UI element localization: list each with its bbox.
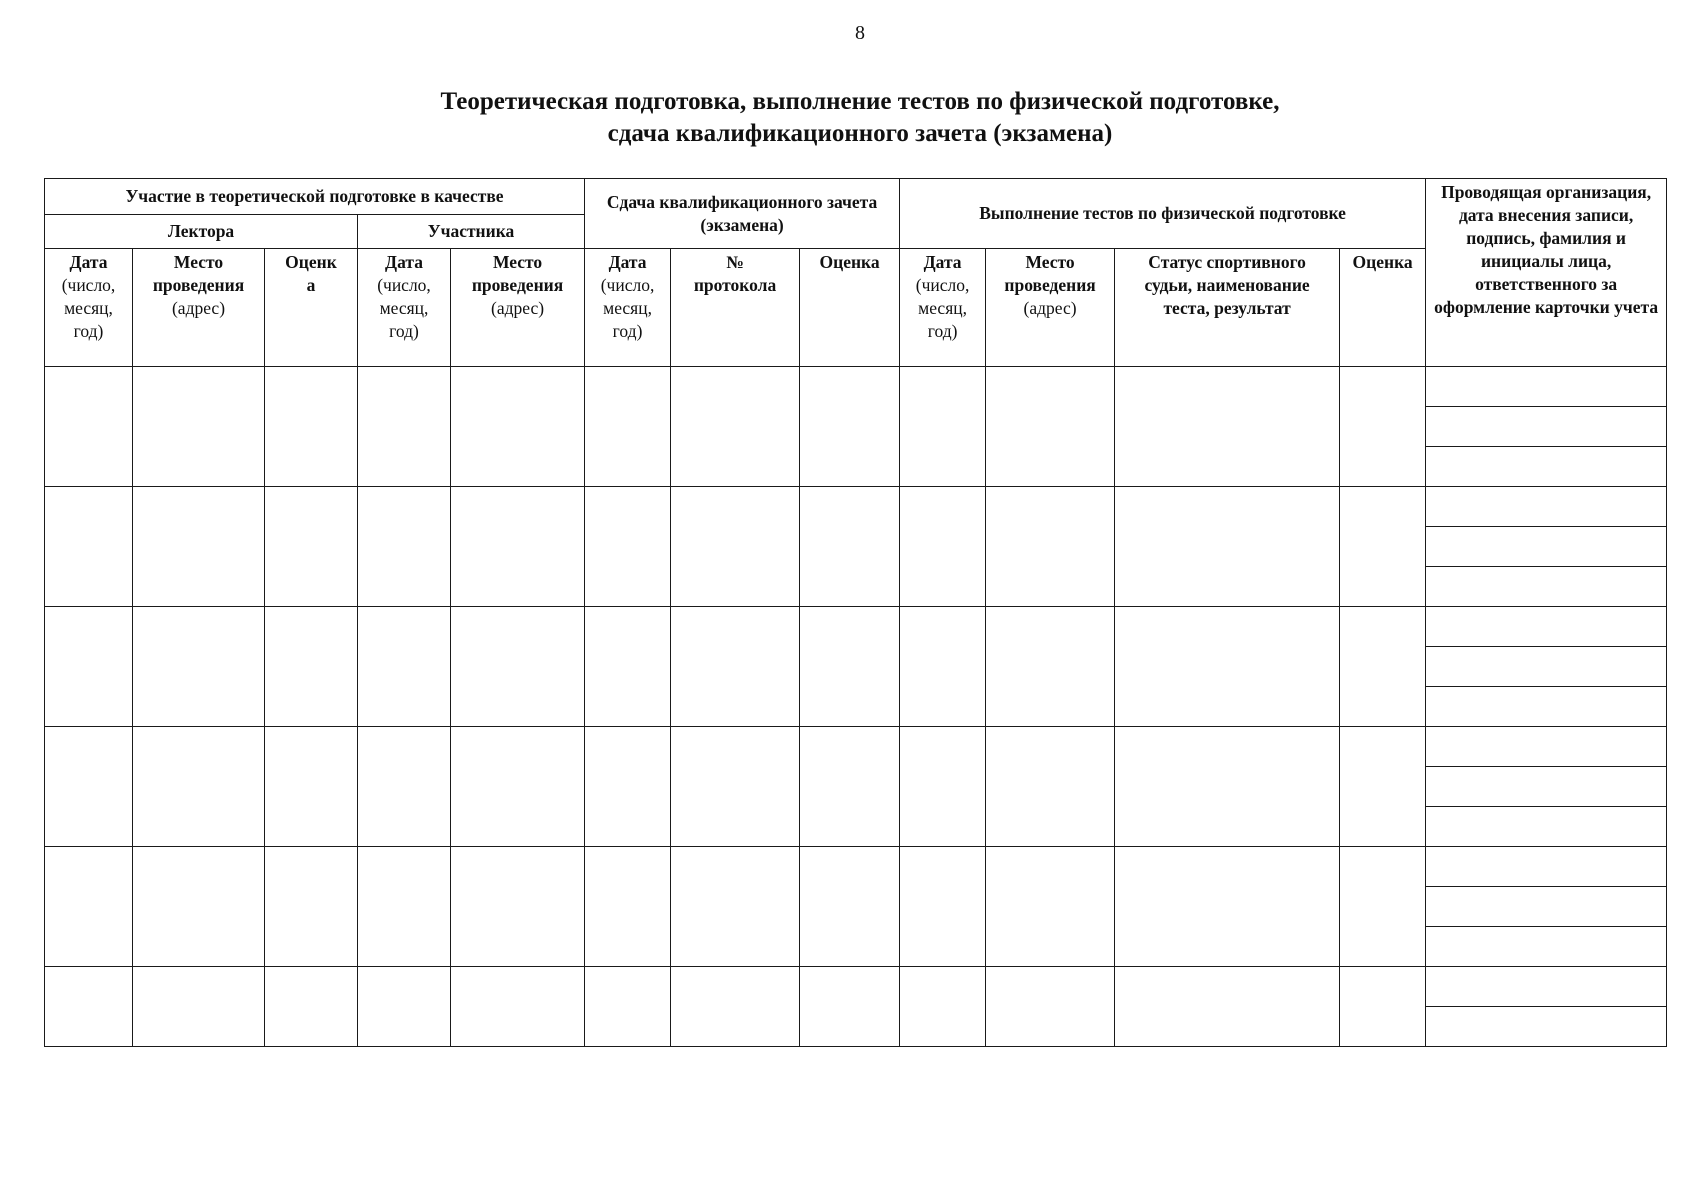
table-cell[interactable] xyxy=(900,847,986,967)
table-cell[interactable] xyxy=(358,367,451,487)
signature-cell xyxy=(1426,967,1667,1047)
table-cell[interactable] xyxy=(451,487,585,607)
signature-cell xyxy=(1426,487,1667,607)
table-cell[interactable] xyxy=(585,607,671,727)
signature-subcell[interactable] xyxy=(1426,646,1666,686)
signature-cell xyxy=(1426,727,1667,847)
table-cell[interactable] xyxy=(265,847,358,967)
table-cell[interactable] xyxy=(358,847,451,967)
signature-subcell[interactable] xyxy=(1426,406,1666,446)
table-cell[interactable] xyxy=(986,727,1115,847)
title-line-1: Теоретическая подготовка, выполнение тестов по физической подготовке, xyxy=(440,88,1280,115)
lecturer-date-header: Дата (число, месяц, год) xyxy=(45,249,133,367)
table-row xyxy=(45,967,1667,1047)
exam-grade-header: Оценка xyxy=(800,249,900,367)
signature-cell xyxy=(1426,847,1667,967)
table-cell[interactable] xyxy=(1340,607,1426,727)
table-cell[interactable] xyxy=(900,607,986,727)
table-cell[interactable] xyxy=(986,367,1115,487)
table-cell[interactable] xyxy=(451,847,585,967)
signature-subcell[interactable] xyxy=(1426,566,1666,606)
table-row xyxy=(45,487,1667,607)
subgroup-participant-header: Участника xyxy=(358,215,585,249)
table-cell[interactable] xyxy=(45,967,133,1047)
table-cell[interactable] xyxy=(986,607,1115,727)
table-cell[interactable] xyxy=(986,487,1115,607)
table-cell[interactable] xyxy=(671,727,800,847)
table-cell[interactable] xyxy=(1115,967,1340,1047)
table-cell[interactable] xyxy=(133,967,265,1047)
signature-subcell[interactable] xyxy=(1426,446,1666,486)
table-cell[interactable] xyxy=(451,607,585,727)
table-cell[interactable] xyxy=(800,727,900,847)
table-cell[interactable] xyxy=(358,727,451,847)
table-cell[interactable] xyxy=(671,487,800,607)
table-cell[interactable] xyxy=(671,367,800,487)
table-cell[interactable] xyxy=(585,967,671,1047)
table-cell[interactable] xyxy=(265,487,358,607)
training-record-table xyxy=(44,178,1667,1047)
physical-status-header: Статус спортивного судьи, наименование теста, результат xyxy=(1115,249,1340,367)
table-cell[interactable] xyxy=(45,727,133,847)
table-cell[interactable] xyxy=(986,967,1115,1047)
page-number: 8 xyxy=(855,22,865,44)
exam-protocol-header: № протокола xyxy=(671,249,800,367)
table-row xyxy=(45,367,1667,487)
signature-subcell[interactable] xyxy=(1426,806,1666,846)
table-cell[interactable] xyxy=(800,847,900,967)
table-cell[interactable] xyxy=(265,607,358,727)
subgroup-lecturer-header: Лектора xyxy=(45,215,358,249)
table-cell[interactable] xyxy=(133,487,265,607)
table-cell[interactable] xyxy=(1340,727,1426,847)
table-cell[interactable] xyxy=(900,367,986,487)
table-cell[interactable] xyxy=(45,367,133,487)
header-row-1 xyxy=(45,179,1667,215)
participant-place-header: Место проведения (адрес) xyxy=(451,249,585,367)
table-cell[interactable] xyxy=(45,607,133,727)
table-cell[interactable] xyxy=(1115,607,1340,727)
page-title xyxy=(0,86,1696,150)
header-row-3 xyxy=(45,249,1667,367)
table-cell[interactable] xyxy=(265,967,358,1047)
signature-subcell[interactable] xyxy=(1426,526,1666,566)
table-cell[interactable] xyxy=(1340,967,1426,1047)
lecturer-place-header: Место проведения (адрес) xyxy=(133,249,265,367)
table-cell[interactable] xyxy=(800,967,900,1047)
table-cell[interactable] xyxy=(1340,367,1426,487)
table-row xyxy=(45,607,1667,727)
table-cell[interactable] xyxy=(900,967,986,1047)
table-row xyxy=(45,847,1667,967)
table-cell[interactable] xyxy=(451,367,585,487)
group-physical-header: Выполнение тестов по физической подготовке xyxy=(900,179,1426,249)
table-cell[interactable] xyxy=(671,847,800,967)
table-cell[interactable] xyxy=(451,727,585,847)
signature-subcell[interactable] xyxy=(1426,886,1666,926)
table-cell[interactable] xyxy=(800,487,900,607)
table-row xyxy=(45,727,1667,847)
signature-subcell[interactable] xyxy=(1426,727,1666,766)
table-cell[interactable] xyxy=(585,847,671,967)
table-cell[interactable] xyxy=(800,607,900,727)
table-cell[interactable] xyxy=(800,367,900,487)
table-cell[interactable] xyxy=(1115,367,1340,487)
table-cell[interactable] xyxy=(265,367,358,487)
table-cell[interactable] xyxy=(986,847,1115,967)
table-cell[interactable] xyxy=(1340,487,1426,607)
table-cell[interactable] xyxy=(45,487,133,607)
physical-date-header: Дата (число, месяц, год) xyxy=(900,249,986,367)
exam-date-header: Дата (число, месяц, год) xyxy=(585,249,671,367)
physical-grade-header: Оценка xyxy=(1340,249,1426,367)
title-line-2: сдача квалификационного зачета (экзамена) xyxy=(607,120,1113,147)
table-cell[interactable] xyxy=(133,847,265,967)
table-cell[interactable] xyxy=(45,847,133,967)
signature-subcell[interactable] xyxy=(1426,926,1666,966)
signature-subcell[interactable] xyxy=(1426,367,1666,406)
signature-cell xyxy=(1426,367,1667,487)
participant-date-header: Дата (число, месяц, год) xyxy=(358,249,451,367)
table-cell[interactable] xyxy=(1115,727,1340,847)
table-cell[interactable] xyxy=(585,487,671,607)
table-cell[interactable] xyxy=(358,967,451,1047)
organization-signature-header: Проводящая организация, дата внесения записи, подпись, фамилия и инициалы лица, ответственного за оформление карточки учета xyxy=(1426,179,1667,367)
signature-subcell[interactable] xyxy=(1426,686,1666,726)
table-cell[interactable] xyxy=(900,727,986,847)
table-cell[interactable] xyxy=(451,967,585,1047)
table-cell[interactable] xyxy=(265,727,358,847)
table-cell[interactable] xyxy=(358,607,451,727)
table-cell[interactable] xyxy=(133,367,265,487)
table-cell[interactable] xyxy=(133,727,265,847)
table-cell[interactable] xyxy=(671,607,800,727)
signature-subcell[interactable] xyxy=(1426,967,1666,1006)
table-cell[interactable] xyxy=(900,487,986,607)
table-cell[interactable] xyxy=(1115,847,1340,967)
group-theory-header: Участие в теоретической подготовке в качестве xyxy=(45,179,585,215)
signature-subcell[interactable] xyxy=(1426,487,1666,526)
table-cell[interactable] xyxy=(133,607,265,727)
table-cell[interactable] xyxy=(358,487,451,607)
signature-subcell[interactable] xyxy=(1426,766,1666,806)
signature-cell xyxy=(1426,607,1667,727)
table-cell[interactable] xyxy=(585,367,671,487)
lecturer-grade-header: Оценк а xyxy=(265,249,358,367)
table-cell[interactable] xyxy=(1340,847,1426,967)
signature-subcell[interactable] xyxy=(1426,1006,1666,1046)
table-cell[interactable] xyxy=(585,727,671,847)
table-cell[interactable] xyxy=(671,967,800,1047)
signature-subcell[interactable] xyxy=(1426,847,1666,886)
signature-subcell[interactable] xyxy=(1426,607,1666,646)
group-exam-header: Сдача квалификационного зачета (экзамена) xyxy=(585,179,900,249)
physical-place-header: Место проведения (адрес) xyxy=(986,249,1115,367)
table-cell[interactable] xyxy=(1115,487,1340,607)
